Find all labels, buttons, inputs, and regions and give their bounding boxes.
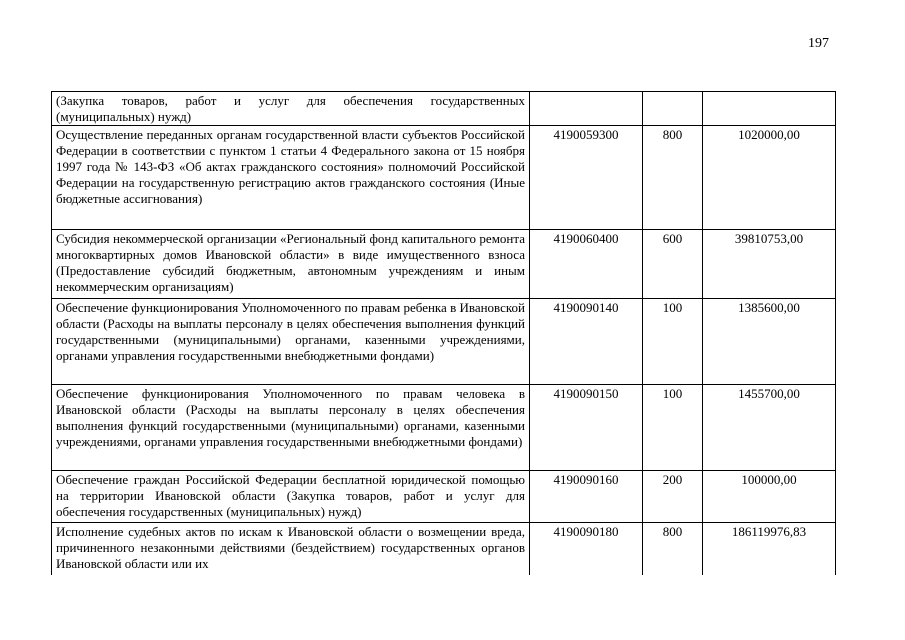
page-number: 197 — [808, 36, 829, 51]
row-expense-type: 800 — [643, 523, 703, 575]
row-expense-type: 100 — [643, 385, 703, 471]
table-row — [52, 471, 836, 523]
row-expense-type: 800 — [643, 126, 703, 230]
row-expense-type: 600 — [643, 230, 703, 299]
row-amount: 100000,00 — [703, 471, 836, 523]
row-target-code: 4190090180 — [530, 523, 643, 575]
table-row — [52, 299, 836, 385]
row-description: Обеспечение функционирования Уполномоченного по правам ребенка в Ивановской области (Расходы на выплаты персоналу в целях обеспечения выполнения функций государственными (муниципальными) органами, казенными учреждениями, органами управления государственными внебюджетными фондами) — [52, 299, 530, 385]
row-expense-type — [643, 92, 703, 126]
table-row — [52, 230, 836, 299]
row-description: Субсидия некоммерческой организации «Региональный фонд капитального ремонта многоквартирных домов Ивановской области» в виде имущественного взноса (Предоставление субсидий бюджетным, автономным учреждениям и иным некоммерческим организациям) — [52, 230, 530, 299]
row-description: Обеспечение функционирования Уполномоченного по правам человека в Ивановской области (Расходы на выплаты персоналу в целях обеспечения выполнения функций государственными (муниципальными) органами, казенными учреждениями, органами управления государственными внебюджетными фондами) — [52, 385, 530, 471]
row-description: Обеспечение граждан Российской Федерации бесплатной юридической помощью на территории Ивановской области (Закупка товаров, работ и услуг для обеспечения государственных (муниципальных) нужд) — [52, 471, 530, 523]
table-row — [52, 126, 836, 230]
row-description: Исполнение судебных актов по искам к Ивановской области о возмещении вреда, причиненного незаконными действиями (бездействием) государственных органов Ивановской области или их — [52, 523, 530, 575]
row-target-code: 4190060400 — [530, 230, 643, 299]
row-amount: 1455700,00 — [703, 385, 836, 471]
table-row — [52, 385, 836, 471]
table-row — [52, 92, 836, 126]
row-target-code: 4190059300 — [530, 126, 643, 230]
row-description: Осуществление переданных органам государственной власти субъектов Российской Федерации в соответствии с пунктом 1 статьи 4 Федерального закона от 15 ноября 1997 года № 143-ФЗ «Об актах гражданского состояния» полномочий Российской Федерации на государственную регистрацию актов гражданского состояния (Иные бюджетные ассигнования) — [52, 126, 530, 230]
budget-table — [51, 91, 836, 575]
row-description: (Закупка товаров, работ и услуг для обеспечения государственных (муниципальных) нужд) — [52, 92, 530, 126]
row-amount: 39810753,00 — [703, 230, 836, 299]
row-target-code: 4190090160 — [530, 471, 643, 523]
row-target-code: 4190090150 — [530, 385, 643, 471]
row-expense-type: 100 — [643, 299, 703, 385]
row-expense-type: 200 — [643, 471, 703, 523]
row-amount: 186119976,83 — [703, 523, 836, 575]
row-amount: 1020000,00 — [703, 126, 836, 230]
row-target-code — [530, 92, 643, 126]
row-amount: 1385600,00 — [703, 299, 836, 385]
table-row — [52, 523, 836, 575]
row-amount — [703, 92, 836, 126]
row-target-code: 4190090140 — [530, 299, 643, 385]
